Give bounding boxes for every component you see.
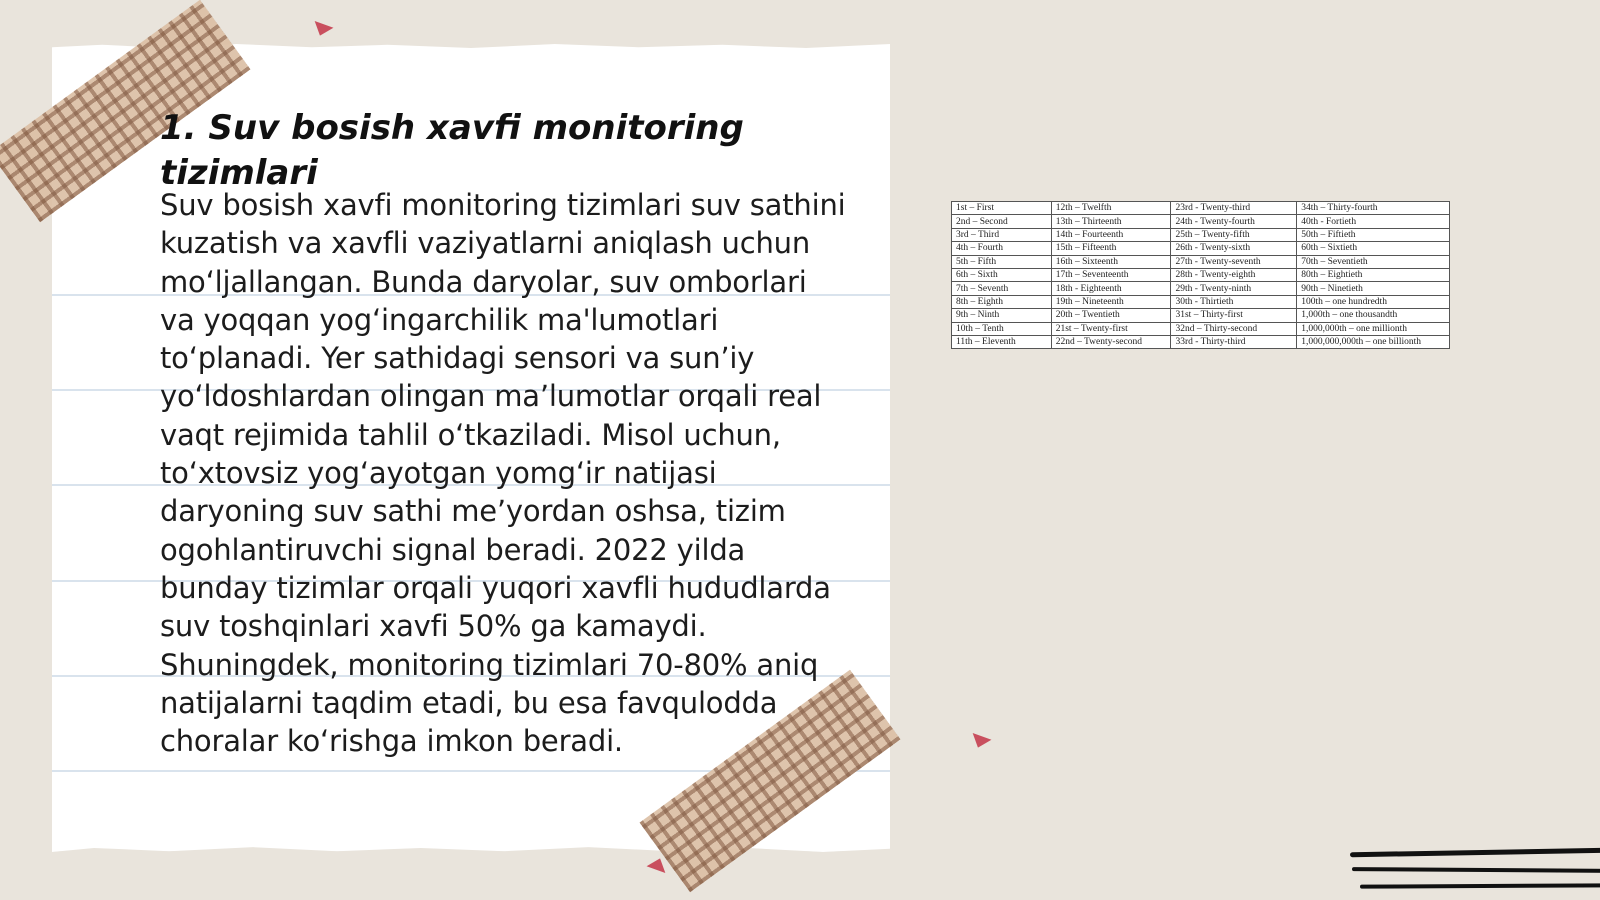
table-cell: 4th – Fourth: [952, 242, 1052, 255]
table-cell: 5th – Fifth: [952, 255, 1052, 268]
table-row: [952, 309, 1450, 322]
table-cell: 50th – Fiftieth: [1297, 228, 1450, 241]
scribble-line: [1360, 883, 1600, 888]
table-cell: 1,000,000th – one millionth: [1297, 322, 1450, 335]
table-cell: 2nd – Second: [952, 215, 1052, 228]
table-cell: 33rd - Thirty-third: [1171, 335, 1297, 348]
table-cell: 60th – Sixtieth: [1297, 242, 1450, 255]
table-row: [952, 282, 1450, 295]
table-cell: 27th - Twenty-seventh: [1171, 255, 1297, 268]
table-cell: 70th – Seventieth: [1297, 255, 1450, 268]
table-cell: 34th – Thirty-fourth: [1297, 202, 1450, 215]
table-cell: 22nd – Twenty-second: [1051, 335, 1171, 348]
table-row: [952, 215, 1450, 228]
table-cell: 10th – Tenth: [952, 322, 1052, 335]
table-row: [952, 202, 1450, 215]
table-cell: 1st – First: [952, 202, 1052, 215]
table-cell: 40th - Fortieth: [1297, 215, 1450, 228]
table-cell: 26th - Twenty-sixth: [1171, 242, 1297, 255]
table-cell: 11th – Eleventh: [952, 335, 1052, 348]
table-row: [952, 255, 1450, 268]
table-cell: 29th - Twenty-ninth: [1171, 282, 1297, 295]
table-row: [952, 268, 1450, 281]
tape-tip-decoration: [311, 21, 334, 39]
table-cell: 100th – one hundredth: [1297, 295, 1450, 308]
table-cell: 28th - Twenty-eighth: [1171, 268, 1297, 281]
scribble-line: [1350, 848, 1600, 858]
table-cell: 80th – Eightieth: [1297, 268, 1450, 281]
table-cell: 25th – Twenty-fifth: [1171, 228, 1297, 241]
table-cell: 7th – Seventh: [952, 282, 1052, 295]
table-row: [952, 242, 1450, 255]
table-cell: 31st – Thirty-first: [1171, 309, 1297, 322]
table-cell: 21st – Twenty-first: [1051, 322, 1171, 335]
tape-tip-decoration: [969, 733, 992, 751]
table-cell: 12th – Twelfth: [1051, 202, 1171, 215]
table-cell: 14th – Fourteenth: [1051, 228, 1171, 241]
table-row: [952, 295, 1450, 308]
ordinal-numbers-table: [951, 201, 1450, 349]
table-row: [952, 335, 1450, 348]
slide-body-text: Suv bosish xavfi monitoring tizimlari suv sathini kuzatish va xavfli vaziyatlarni aniqlash uchun mo‘ljallangan. Bunda daryolar, suv omborlari va yoqqan yog‘ingarchilik ma'lumotlari to‘planadi. Yer sathidagi sensori va sun’iy yo‘ldoshlardan olingan ma’lumotlar orqali real vaqt rejimida tahlil o‘tkaziladi. Misol uchun, to‘xtovsiz yog‘ayotgan yomg‘ir natijasi daryoning suv sathi me’yordan oshsa, tizim ogohlantiruvchi signal beradi. 2022 yilda bunday tizimlar orqali yuqori xavfli hududlarda suv toshqinlari xavfi 50% ga kamaydi. Shuningdek, monitoring tizimlari 70-80% aniq natijalarni taqdim etadi, bu esa favqulodda choralar ko‘rishga imkon beradi.: [160, 188, 846, 759]
table-cell: 9th – Ninth: [952, 309, 1052, 322]
table-cell: 23rd - Twenty-third: [1171, 202, 1297, 215]
table-cell: 90th – Ninetieth: [1297, 282, 1450, 295]
table-cell: 16th – Sixteenth: [1051, 255, 1171, 268]
table-row: [952, 322, 1450, 335]
table-cell: 15th – Fifteenth: [1051, 242, 1171, 255]
table-cell: 1,000,000,000th – one billionth: [1297, 335, 1450, 348]
slide-title: 1. Suv bosish xavfi monitoring tizimlari: [160, 108, 744, 193]
table-cell: 18th - Eighteenth: [1051, 282, 1171, 295]
table-cell: 3rd – Third: [952, 228, 1052, 241]
table-cell: 17th – Seventeenth: [1051, 268, 1171, 281]
table-cell: 32nd – Thirty-second: [1171, 322, 1297, 335]
table-cell: 13th – Thirteenth: [1051, 215, 1171, 228]
table-cell: 6th – Sixth: [952, 268, 1052, 281]
table-cell: 20th – Twentieth: [1051, 309, 1171, 322]
table-cell: 8th – Eighth: [952, 295, 1052, 308]
table-cell: 30th - Thirtieth: [1171, 295, 1297, 308]
table-cell: 1,000th – one thousandth: [1297, 309, 1450, 322]
table-row: [952, 228, 1450, 241]
scribble-line: [1352, 867, 1600, 873]
table-cell: 24th - Twenty-fourth: [1171, 215, 1297, 228]
table-cell: 19th – Nineteenth: [1051, 295, 1171, 308]
